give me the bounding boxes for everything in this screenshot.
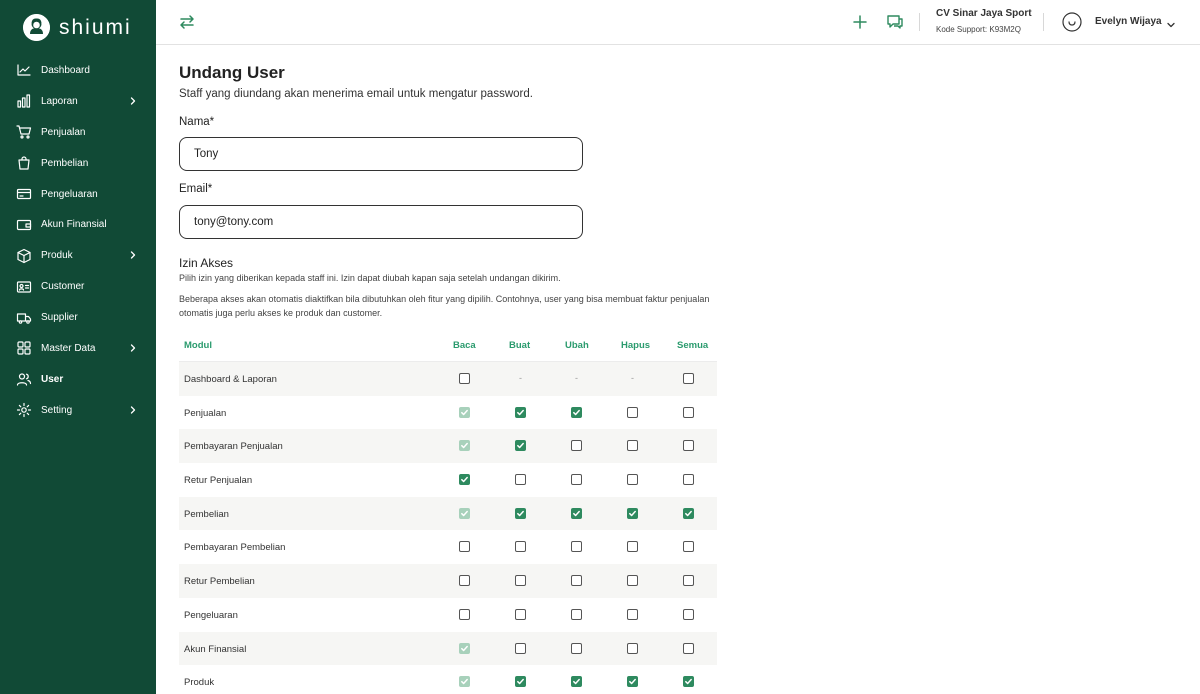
checkbox-box [683, 407, 694, 418]
checkbox-box [515, 508, 526, 519]
checkbox-box [515, 575, 526, 586]
checkbox-box [515, 541, 526, 552]
not-applicable: - [519, 373, 522, 383]
sidebar-item-label: Supplier [41, 312, 78, 324]
module-label: Akun Finansial [184, 643, 247, 655]
sidebar-nav [0, 55, 156, 426]
sidebar-item-pembelian[interactable] [0, 148, 156, 179]
checkbox-baca[interactable] [459, 541, 471, 553]
topbar [156, 0, 1200, 45]
divider [1043, 13, 1044, 31]
checkbox-box [459, 643, 470, 654]
email-label: Email* [179, 183, 213, 195]
permission-note: Beberapa akses akan otomatis diaktifkan bila dibutuhkan oleh fitur yang dipilih. Contohnya, user yang bisa membuat faktur penjualan otomatis juga perlu akses ke produk dan customer. [179, 294, 710, 318]
checkbox-box [627, 508, 638, 519]
table-row [179, 362, 717, 396]
checkbox-box [683, 440, 694, 451]
table-row [179, 429, 717, 463]
checkbox-hapus[interactable] [627, 541, 639, 553]
checkbox-buat[interactable] [515, 541, 527, 553]
sidebar-item-label: User [41, 373, 64, 385]
checkbox-baca [459, 643, 471, 655]
checkbox-ubah[interactable] [571, 643, 583, 655]
email-input[interactable] [179, 205, 583, 239]
not-applicable: - [631, 373, 634, 383]
checkbox-hapus[interactable] [627, 407, 639, 419]
checkbox-box [571, 676, 582, 687]
checkbox-buat[interactable] [515, 474, 527, 486]
checkbox-hapus[interactable] [627, 609, 639, 621]
sidebar-item-laporan[interactable] [0, 86, 156, 117]
checkbox-buat[interactable] [515, 440, 527, 452]
checkbox-semua[interactable] [683, 643, 695, 655]
column-header-buat: Buat [509, 340, 531, 351]
table-row [179, 598, 717, 632]
checkbox-buat[interactable] [515, 676, 527, 688]
checkbox-box [515, 676, 526, 687]
sidebar-item-user[interactable] [0, 364, 156, 395]
checkbox-box [515, 609, 526, 620]
sidebar-item-label: Master Data [41, 342, 96, 354]
checkbox-box [627, 474, 638, 485]
checkbox-buat[interactable] [515, 407, 527, 419]
module-label: Pengeluaran [184, 609, 238, 621]
swap-icon[interactable] [178, 13, 196, 31]
sidebar-item-master-data[interactable] [0, 333, 156, 364]
checkbox-box [571, 609, 582, 620]
users-icon [16, 371, 32, 387]
checkbox-box [627, 609, 638, 620]
checkbox-baca[interactable] [459, 373, 471, 385]
checkbox-box [515, 440, 526, 451]
checkbox-semua[interactable] [683, 474, 695, 486]
permission-table [179, 333, 717, 694]
checkbox-box [571, 474, 582, 485]
table-row [179, 665, 717, 694]
grid-icon [16, 340, 32, 356]
checkbox-box [683, 474, 694, 485]
sidebar-item-dashboard[interactable] [0, 55, 156, 86]
chat-icon[interactable] [885, 12, 905, 32]
bar-chart-icon [16, 93, 32, 109]
checkbox-box [459, 373, 470, 384]
table-row [179, 530, 717, 564]
checkbox-semua[interactable] [683, 440, 695, 452]
checkbox-box [627, 407, 638, 418]
sidebar-item-akun-finansial[interactable] [0, 209, 156, 240]
not-applicable: - [575, 373, 578, 383]
module-label: Pembayaran Penjualan [184, 441, 283, 453]
name-label: Nama* [179, 116, 215, 128]
checkbox-buat[interactable] [515, 575, 527, 587]
chevron-right-icon [128, 343, 138, 353]
checkbox-hapus[interactable] [627, 676, 639, 688]
checkbox-box [683, 541, 694, 552]
checkbox-ubah[interactable] [571, 407, 583, 419]
sidebar-item-produk[interactable] [0, 240, 156, 271]
checkbox-hapus[interactable] [627, 643, 639, 655]
sidebar-item-label: Dashboard [41, 64, 90, 76]
checkbox-hapus[interactable] [627, 474, 639, 486]
table-row [179, 396, 717, 430]
shopping-bag-icon [16, 155, 32, 171]
sidebar-item-label: Produk [41, 250, 73, 262]
sidebar-item-label: Penjualan [41, 126, 86, 138]
sidebar-item-penjualan[interactable] [0, 117, 156, 148]
sidebar [0, 0, 156, 694]
checkbox-box [571, 440, 582, 451]
checkbox-buat[interactable] [515, 609, 527, 621]
checkbox-box [515, 474, 526, 485]
checkbox-box [515, 407, 526, 418]
checkbox-buat[interactable] [515, 508, 527, 520]
checkbox-box [683, 508, 694, 519]
checkbox-box [627, 643, 638, 654]
module-label: Dashboard & Laporan [184, 374, 277, 385]
checkbox-baca [459, 407, 471, 419]
checkbox-box [459, 440, 470, 451]
checkbox-ubah[interactable] [571, 575, 583, 587]
add-icon[interactable] [851, 13, 869, 31]
brand[interactable] [0, 0, 156, 55]
checkbox-baca[interactable] [459, 609, 471, 621]
name-input[interactable] [179, 137, 583, 171]
module-label: Produk [184, 677, 215, 689]
checkbox-box [459, 676, 470, 687]
permission-table-header [179, 333, 717, 362]
checkbox-box [459, 474, 470, 485]
checkbox-box [571, 575, 582, 586]
sidebar-item-label: Laporan [41, 95, 78, 107]
checkbox-semua[interactable] [683, 508, 695, 520]
checkbox-hapus[interactable] [627, 508, 639, 520]
sidebar-item-label: Pengeluaran [41, 188, 98, 200]
checkbox-hapus[interactable] [627, 440, 639, 452]
page-description: Staff yang diundang akan menerima email untuk mengatur password. [179, 88, 533, 100]
table-row [179, 564, 717, 598]
checkbox-box [683, 676, 694, 687]
checkbox-semua[interactable] [683, 373, 695, 385]
checkbox-baca [459, 676, 471, 688]
checkbox-box [683, 575, 694, 586]
module-label: Retur Penjualan [184, 475, 253, 487]
checkbox-semua[interactable] [683, 575, 695, 587]
checkbox-box [627, 541, 638, 552]
checkbox-ubah[interactable] [571, 474, 583, 486]
id-card-icon [16, 279, 32, 295]
checkbox-baca [459, 440, 471, 452]
column-header-baca: Baca [453, 340, 476, 351]
checkbox-box [459, 575, 470, 586]
table-row [179, 463, 717, 497]
module-label: Penjualan [184, 407, 227, 419]
module-label: Pembelian [184, 508, 229, 520]
chevron-right-icon [128, 96, 138, 106]
checkbox-hapus[interactable] [627, 575, 639, 587]
chevron-right-icon [128, 250, 138, 260]
checkbox-buat[interactable] [515, 643, 527, 655]
module-label: Pembayaran Pembelian [184, 542, 286, 554]
brand-logo-icon [23, 14, 50, 41]
chevron-right-icon [128, 405, 138, 415]
user-name[interactable]: Evelyn Wijaya [1095, 16, 1162, 27]
dashboard-icon [16, 62, 32, 78]
checkbox-baca[interactable] [459, 474, 471, 486]
checkbox-semua[interactable] [683, 541, 695, 553]
permission-description: Pilih izin yang diberikan kepada staff ini. Izin dapat diubah kapan saja setelah undangan dikirim. [179, 273, 561, 283]
sidebar-item-label: Akun Finansial [41, 219, 107, 231]
module-label: Retur Pembelian [184, 576, 255, 588]
sidebar-item-customer[interactable] [0, 271, 156, 302]
checkbox-ubah[interactable] [571, 440, 583, 452]
checkbox-box [627, 575, 638, 586]
checkbox-ubah[interactable] [571, 508, 583, 520]
sidebar-item-supplier[interactable] [0, 302, 156, 333]
sidebar-item-label: Pembelian [41, 157, 89, 169]
box-icon [16, 248, 32, 264]
column-header-modul: Modul [184, 340, 212, 351]
checkbox-ubah[interactable] [571, 609, 583, 621]
checkbox-baca [459, 508, 471, 520]
checkbox-ubah[interactable] [571, 541, 583, 553]
column-header-ubah: Ubah [565, 340, 589, 351]
checkbox-box [515, 643, 526, 654]
cart-icon [16, 124, 32, 140]
table-row [179, 632, 717, 666]
checkbox-baca[interactable] [459, 575, 471, 587]
support-code: Kode Support: K93M2Q [936, 25, 1021, 34]
sidebar-item-pengeluaran[interactable] [0, 179, 156, 210]
column-header-semua: Semua [677, 340, 709, 351]
sidebar-item-label: Setting [41, 404, 73, 416]
avatar[interactable] [1062, 12, 1082, 32]
gear-icon [16, 402, 32, 418]
sidebar-item-setting[interactable] [0, 395, 156, 426]
checkbox-ubah[interactable] [571, 676, 583, 688]
permission-title: Izin Akses [179, 256, 234, 270]
checkbox-box [571, 541, 582, 552]
sidebar-item-label: Customer [41, 281, 85, 293]
checkbox-semua[interactable] [683, 407, 695, 419]
checkbox-box [627, 676, 638, 687]
wallet-icon [16, 217, 32, 233]
checkbox-box [571, 643, 582, 654]
chevron-down-icon[interactable] [1166, 17, 1176, 27]
column-header-hapus: Hapus [621, 340, 651, 351]
table-row [179, 497, 717, 531]
credit-card-icon [16, 186, 32, 202]
company-name: CV Sinar Jaya Sport [936, 8, 1032, 19]
company-info [936, 8, 1032, 34]
checkbox-box [683, 643, 694, 654]
brand-name: shiumi [59, 15, 132, 39]
checkbox-semua[interactable] [683, 676, 695, 688]
checkbox-box [571, 508, 582, 519]
checkbox-box [571, 407, 582, 418]
checkbox-box [459, 609, 470, 620]
checkbox-box [459, 508, 470, 519]
checkbox-box [459, 541, 470, 552]
page-title: Undang User [179, 63, 285, 82]
checkbox-box [683, 609, 694, 620]
checkbox-box [627, 440, 638, 451]
checkbox-box [683, 373, 694, 384]
divider [919, 13, 920, 31]
truck-icon [16, 310, 32, 326]
checkbox-box [459, 407, 470, 418]
checkbox-semua[interactable] [683, 609, 695, 621]
